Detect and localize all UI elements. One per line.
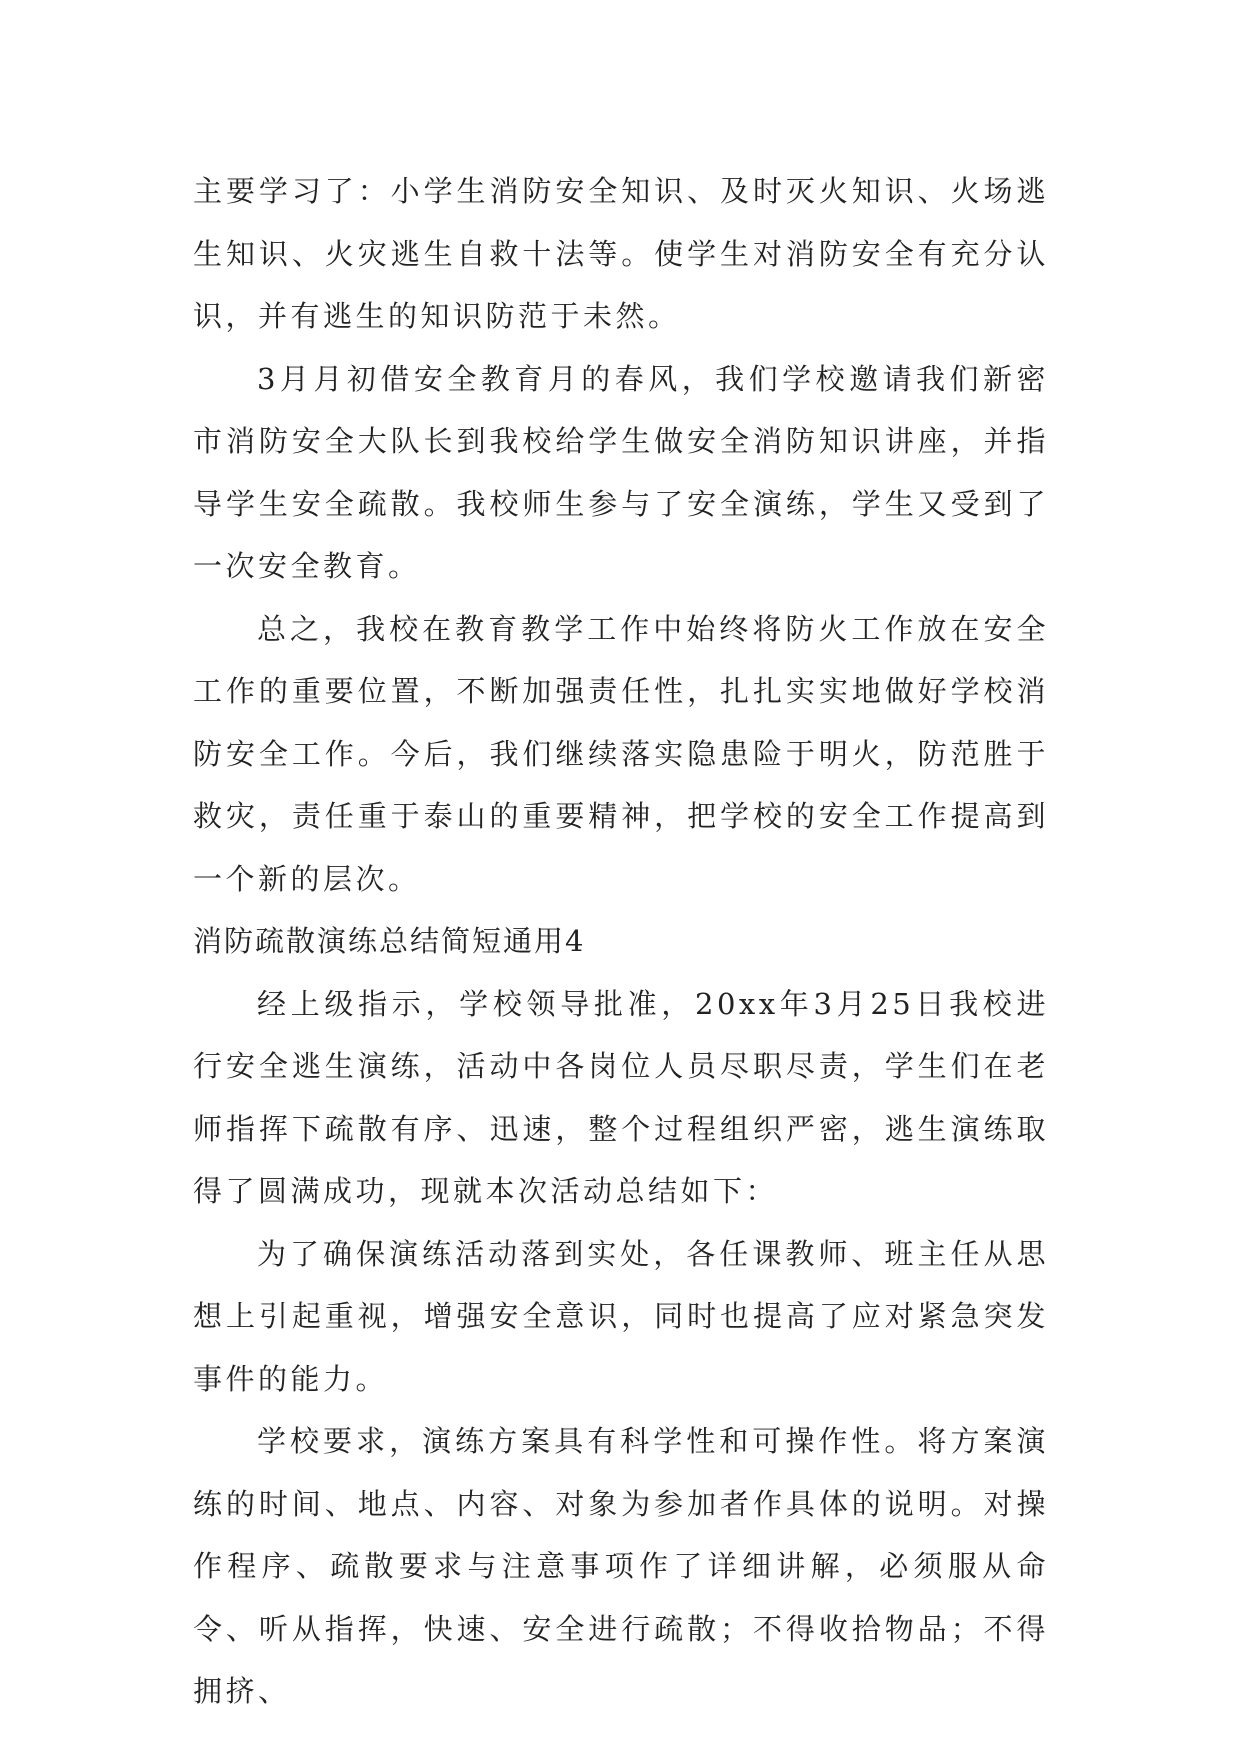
document-body [193,160,1049,1723]
paragraph-teacher-awareness: 为了确保演练活动落到实处，各任课教师、班主任从思想上引起重视，增强安全意识，同时也提高了应对紧急突发事件的能力。 [193,1236,1049,1396]
section-heading: 消防疏散演练总结简短通用4 [193,924,586,958]
paragraph-march-lecture: 3月月初借安全教育月的春风，我们学校邀请我们新密市消防安全大队长到我校给学生做安全消防知识讲座，并指导学生安全疏散。我校师生参与了安全演练，学生又受到了一次安全教育。 [193,361,1049,583]
paragraph-drill-overview: 经上级指示，学校领导批准，20xx年3月25日我校进行安全逃生演练，活动中各岗位人员尽职尽责，学生们在老师指挥下疏散有序、迅速，整个过程组织严密，逃生演练取得了圆满成功，现就本次活动总结如下： [193,986,1049,1208]
paragraph-conclusion: 总之，我校在教育教学工作中始终将防火工作放在安全工作的重要位置，不断加强责任性，扎扎实实地做好学校消防安全工作。今后，我们继续落实隐患险于明火，防范胜于救灾，责任重于泰山的重要精神，把学校的安全工作提高到一个新的层次。 [193,611,1049,896]
paragraph-school-requirements: 学校要求，演练方案具有科学性和可操作性。将方案演练的时间、地点、内容、对象为参加者作具体的说明。对操作程序、疏散要求与注意事项作了详细讲解，必须服从命令、听从指挥，快速、安全进行疏散；不得收拾物品；不得拥挤、 [193,1424,1049,1708]
paragraph-fire-safety-study: 主要学习了：小学生消防安全知识、及时灭火知识、火场逃生知识、火灾逃生自救十法等。使学生对消防安全有充分认识，并有逃生的知识防范于未然。 [193,174,1049,333]
